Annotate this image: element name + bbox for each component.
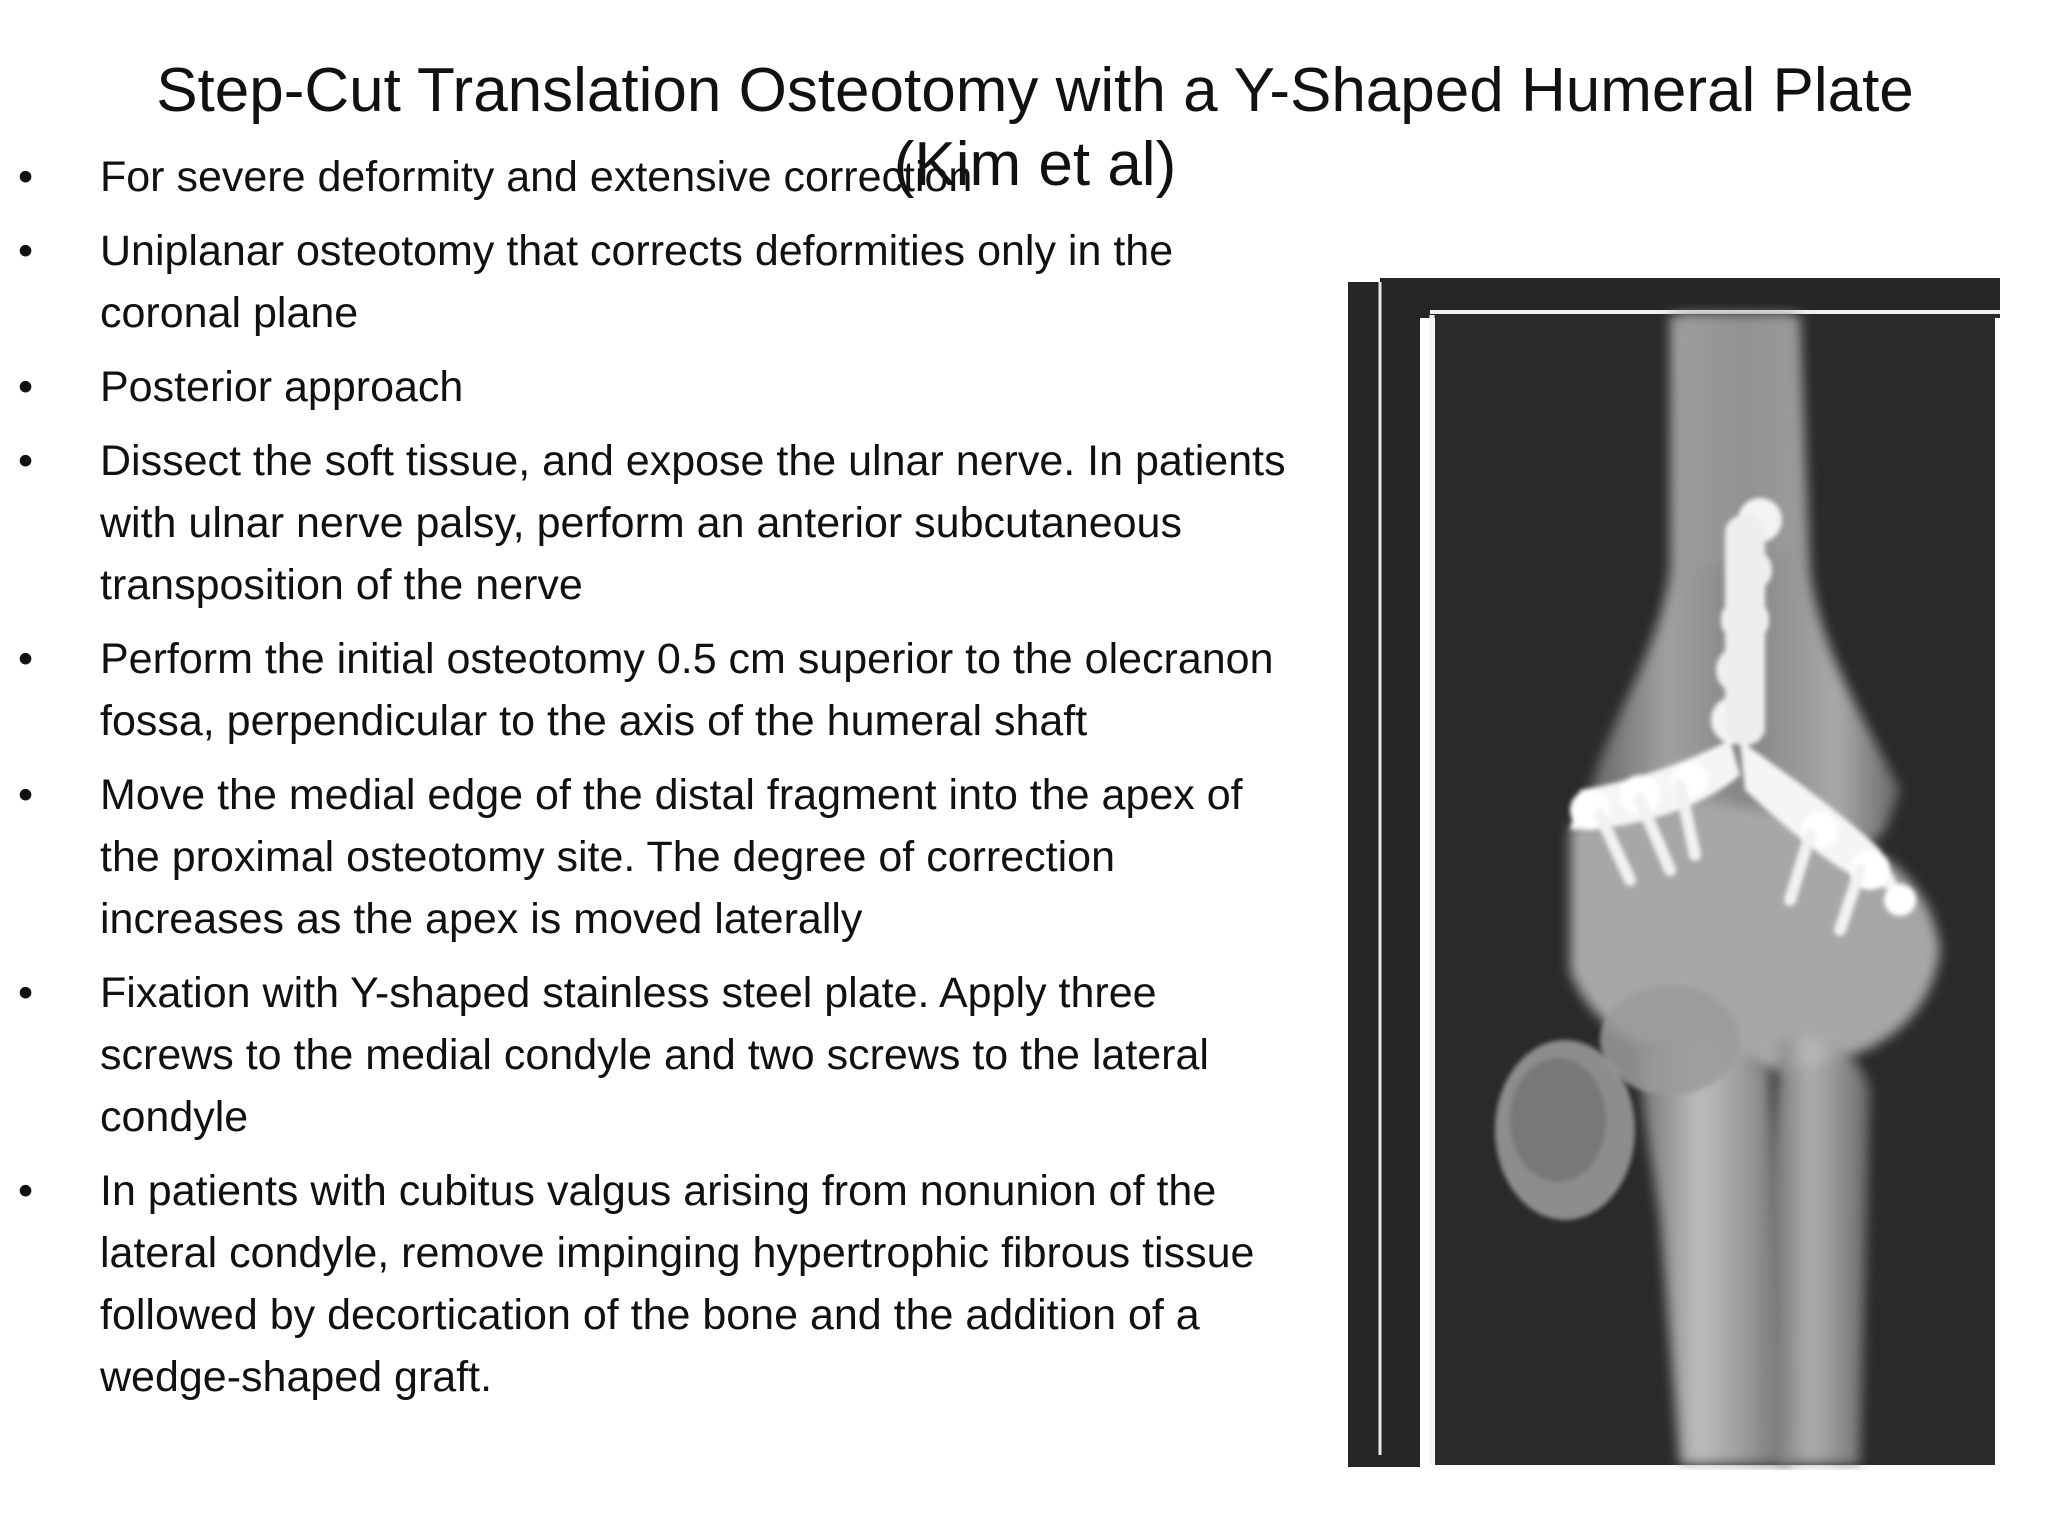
bullet-dot: • (18, 771, 34, 819)
slide-title-line-2: (Kim et al) (893, 129, 1177, 199)
bullet-text: Move the medial edge of the distal fragment into the apex of the proximal osteotomy site. The degree of correction increases as the apex is moved laterally (100, 771, 1243, 943)
bullet-text: Fixation with Y-shaped stainless steel plate. Apply three screws to the medial condyle and two screws to the lateral condyle (100, 969, 1209, 1141)
bullet-text: Dissect the soft tissue, and expose the ulnar nerve. In patients with ulnar nerve palsy, perform an anterior subcutaneous transposition of the nerve (100, 437, 1286, 609)
bullet-text: In patients with cubitus valgus arising from nonunion of the lateral condyle, remove impinging hypertrophic fibrous tissue followed by decortication of the bone and the addition of a wedge-shaped graft. (100, 1167, 1255, 1401)
bullet-item (0, 628, 1300, 752)
bullet-item (0, 962, 1300, 1148)
ulna-bone (1770, 1037, 1870, 1465)
bullet-item (0, 356, 1300, 418)
bullet-dot: • (18, 363, 34, 411)
bullet-dot: • (18, 1167, 34, 1215)
bullet-text: Uniplanar osteotomy that corrects deformities only in the coronal plane (100, 227, 1174, 337)
bullet-list (0, 146, 1300, 1420)
bullet-text: Perform the initial osteotomy 0.5 cm superior to the olecranon fossa, perpendicular to the axis of the humeral shaft (100, 635, 1274, 745)
elbow-xray-image (1340, 270, 2010, 1470)
bullet-dot: • (18, 437, 34, 485)
bullet-dot: • (18, 227, 34, 275)
bullet-dot: • (18, 969, 34, 1017)
bullet-item (0, 220, 1300, 344)
xray-frame-back (1348, 282, 1420, 1467)
bullet-dot: • (18, 635, 34, 683)
slide-title-line-1: Step-Cut Translation Osteotomy with a Y-Shaped Humeral Plate (156, 55, 1914, 125)
bullet-item (0, 1160, 1300, 1408)
bullet-item (0, 764, 1300, 950)
bullet-text: For severe deformity and extensive correction (100, 153, 973, 201)
bullet-dot: • (18, 153, 34, 201)
bullet-text: Posterior approach (100, 363, 464, 411)
bullet-item (0, 146, 1300, 208)
xray-illustration (1340, 270, 2010, 1470)
bullet-item (0, 430, 1300, 616)
